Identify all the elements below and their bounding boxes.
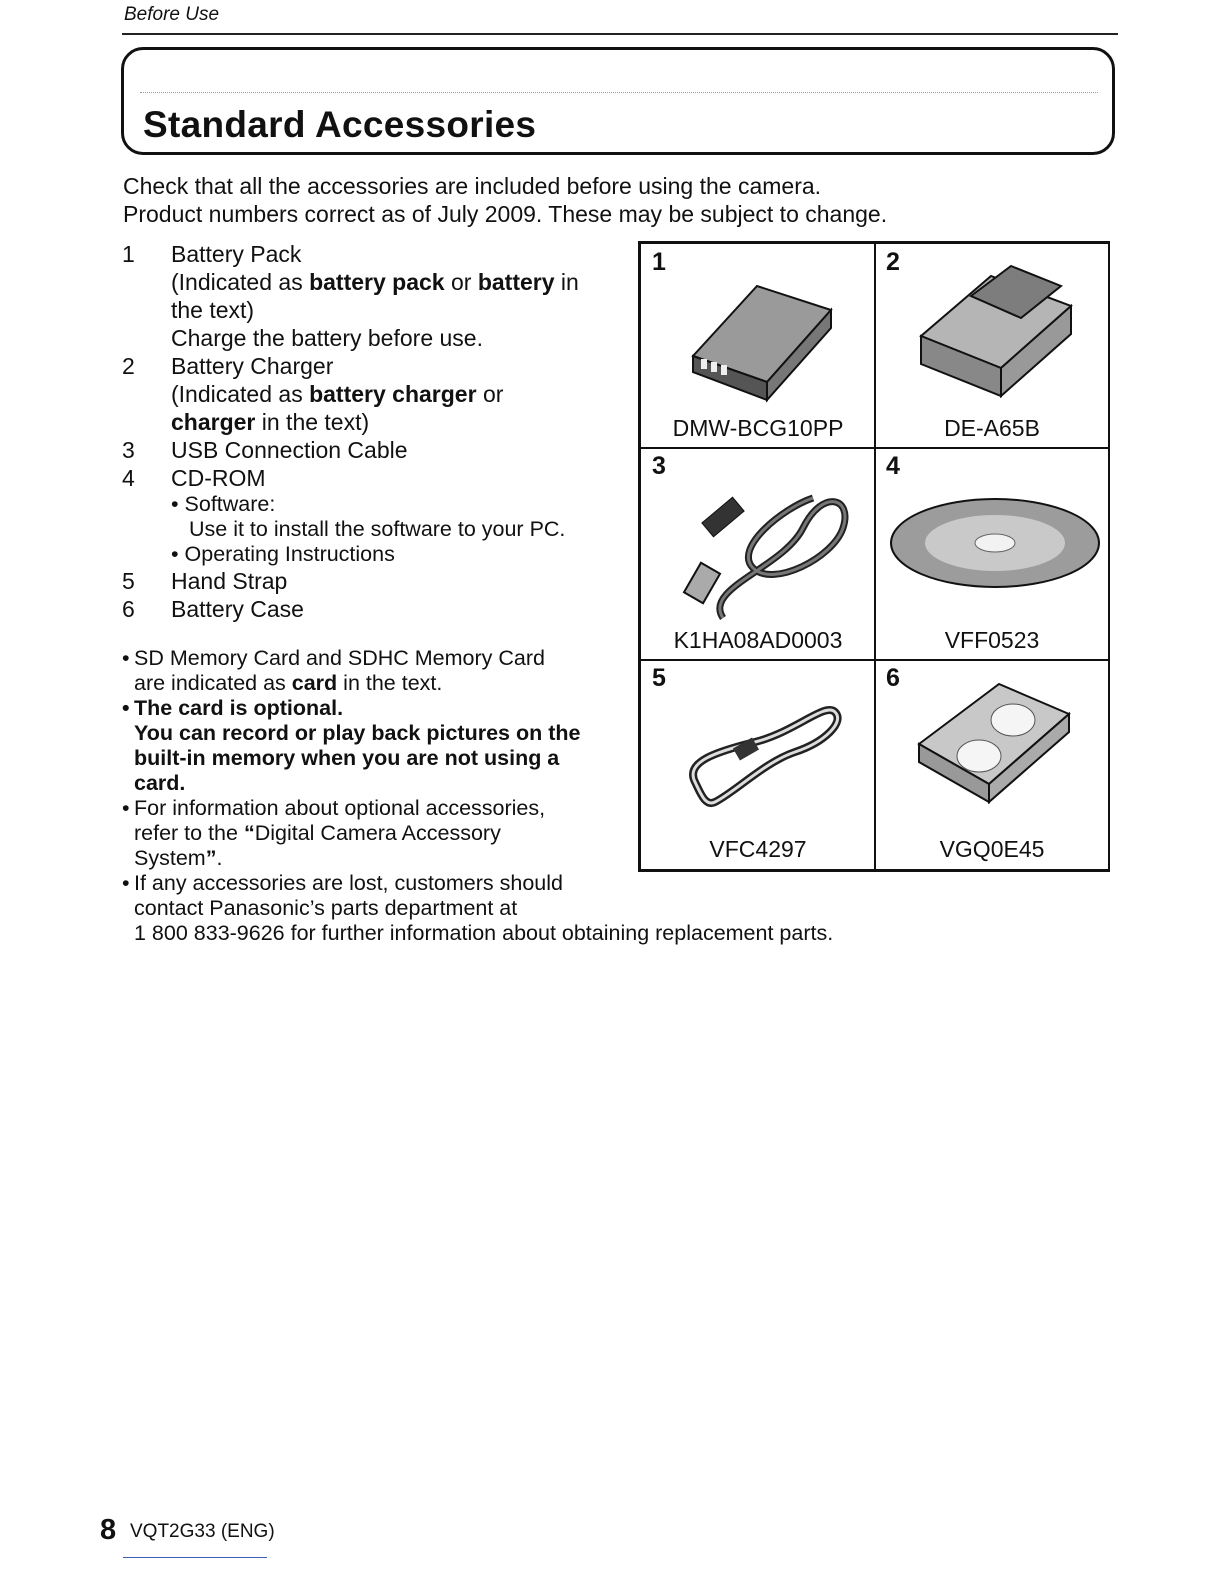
accessory-number: 6 [886, 664, 900, 692]
software-desc: Use it to install the software to your PC. [189, 517, 566, 541]
item-note: the text) [171, 297, 255, 323]
accessory-list [122, 240, 622, 623]
list-item [122, 567, 622, 595]
item-number: 3 [122, 437, 135, 463]
item-label: Battery Charger [171, 353, 334, 379]
accessory-cell [874, 243, 1110, 449]
note-sd-line: are indicated as card in the text. [134, 671, 443, 695]
title-box [121, 47, 1115, 155]
accessory-cell [640, 243, 876, 449]
item-label: Hand Strap [171, 568, 288, 594]
note-optional-line: card. [134, 771, 186, 795]
accessory-code: DE-A65B [944, 415, 1040, 441]
page-number: 8 [100, 1514, 117, 1546]
accessory-number: 4 [886, 452, 900, 480]
intro-line: Check that all the accessories are included before using the camera. [123, 173, 822, 199]
list-item [122, 436, 622, 464]
list-item [122, 352, 622, 380]
accessory-cell [640, 447, 876, 661]
list-item [122, 240, 622, 268]
accessory-cell [874, 447, 1110, 661]
item-number: 2 [122, 353, 135, 379]
accessory-code: DMW-BCG10PP [672, 415, 844, 441]
item-note: (Indicated as battery pack or battery in [171, 269, 579, 295]
usb-cable-icon [663, 468, 863, 628]
software-bullet: • Software: [171, 492, 276, 516]
accessory-code: VFC4297 [709, 836, 807, 862]
intro-line: Product numbers correct as of July 2009. These may be subject to change. [123, 201, 888, 227]
item-note: Charge the battery before use. [171, 325, 483, 351]
note-lost: • If any accessories are lost, customers should [122, 871, 563, 895]
accessory-cell [874, 659, 1110, 870]
item-note: charger in the text) [171, 409, 370, 435]
accessory-number: 1 [652, 248, 666, 276]
note-optional-line: You can record or play back pictures on the [134, 721, 581, 745]
item-label: USB Connection Cable [171, 437, 408, 463]
note-optional-line: built-in memory when you are not using a [134, 746, 560, 770]
list-item [122, 464, 622, 492]
accessory-code: VGQ0E45 [939, 836, 1045, 862]
footer-rule [123, 1557, 267, 1558]
item-note: (Indicated as battery charger or [171, 381, 504, 407]
battery-charger-icon [911, 256, 1081, 406]
accessory-grid [638, 241, 1110, 872]
cd-rom-icon [885, 488, 1105, 598]
accessory-number: 2 [886, 248, 900, 276]
note-lost-line: 1 800 833-9626 for further information about obtaining replacement parts. [134, 921, 834, 945]
accessory-cell [640, 659, 876, 870]
item-number: 5 [122, 568, 135, 594]
battery-case-icon [909, 674, 1079, 814]
instructions-bullet: • Operating Instructions [171, 542, 395, 566]
list-item [122, 595, 622, 623]
battery-pack-icon [681, 264, 841, 404]
note-optional: • The card is optional. [122, 696, 344, 720]
note-info-line: System”. [134, 846, 223, 870]
accessory-code: VFF0523 [944, 627, 1040, 653]
note-lost-line: contact Panasonic’s parts department at [134, 896, 518, 920]
item-label: Battery Pack [171, 241, 302, 267]
item-label: Battery Case [171, 596, 304, 622]
accessory-number: 3 [652, 452, 666, 480]
header-rule [122, 33, 1118, 35]
section-label: Before Use [124, 4, 220, 25]
accessory-code: K1HA08AD0003 [673, 627, 843, 653]
item-label: CD-ROM [171, 465, 266, 491]
note-info-line: refer to the “Digital Camera Accessory [134, 821, 501, 845]
note-sd: • SD Memory Card and SDHC Memory Card [122, 646, 545, 670]
document-code: VQT2G33 (ENG) [130, 1521, 275, 1542]
item-number: 4 [122, 465, 135, 491]
hand-strap-icon [675, 682, 855, 822]
page-title: Standard Accessories [143, 104, 537, 145]
intro [123, 172, 887, 228]
accessory-number: 5 [652, 664, 666, 692]
note-info: • For information about optional accessories, [122, 796, 546, 820]
item-number: 6 [122, 596, 135, 622]
item-number: 1 [122, 241, 135, 267]
